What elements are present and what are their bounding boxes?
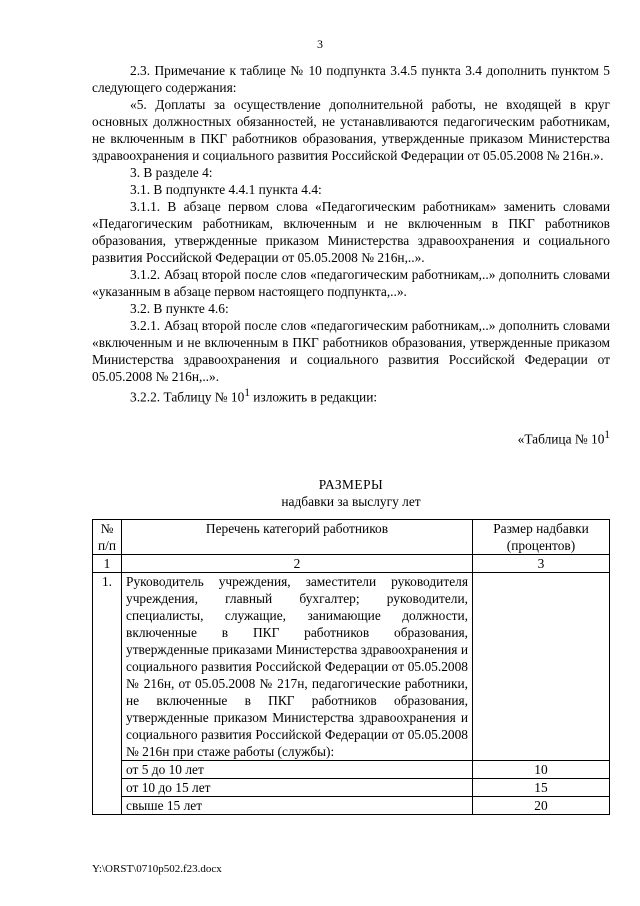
- experience-range-cell: свыше 15 лет: [122, 796, 473, 814]
- table-row: [93, 572, 610, 760]
- table-row: [93, 796, 610, 814]
- table-header-row: [93, 519, 610, 554]
- table-row: [93, 760, 610, 778]
- paragraph: 3.2. В пункте 4.6:: [130, 301, 229, 316]
- table-column-numbers-row: [93, 554, 610, 572]
- table-caption-subtitle: надбавки за выслугу лет: [281, 493, 421, 509]
- header-cell-categories: Перечень категорий работников: [122, 519, 473, 554]
- table-row: [93, 778, 610, 796]
- row-description-cell: Руководитель учреждения, заместители руководителя учреждения, главный бухгалтер; руководители, специалисты, служащие, занимающие должности, включенные в ПКГ работников образования, утвержденные приказами Министерства здравоохранения и социального развития Российской Федерации от 05.05.2008 № 216н, от 05.05.2008 № 217н, педагогические работники, не включенные в ПКГ работников образования, утвержденные приказом Министерства здравоохранения и социального развития Российской Федерации от 05.05.2008 № 216н при стаже работы (службы):: [122, 572, 473, 760]
- header-cell-size: Размер надбавки (процентов): [473, 519, 610, 554]
- table-caption-title: РАЗМЕРЫ: [318, 476, 384, 492]
- page-number: 3: [317, 37, 323, 51]
- paragraph: 2.3. Примечание к таблице № 10 подпункта 3.4.5 пункта 3.4 дополнить пунктом 5 следующего содержания:: [92, 63, 610, 95]
- paragraph: 3.1.1. В абзаце первом слова «Педагогическим работникам» заменить словами «Педагогическим работникам, включенным и не включенным в ПКГ работников образования, утвержденные приказом Министерства здравоохранения и социального развития Российской Федерации от 05.05.2008 № 216н,..».: [92, 199, 610, 265]
- allowance-value-cell: 15: [473, 778, 610, 796]
- paragraph: 3.1. В подпункте 4.4.1 пункта 4.4:: [130, 182, 322, 197]
- superscript: 1: [604, 429, 610, 442]
- column-number-cell: 2: [122, 554, 473, 572]
- row-number-cell: 1.: [93, 572, 122, 814]
- paragraph: 3.2.1. Абзац второй после слов «педагогическим работникам,..» дополнить словами «включенным и не включенным в ПКГ работников образования, утвержденные приказом Министерства здравоохранения и социального развития Российской Федерации от 05.05.2008 № 216н,..».: [92, 318, 610, 384]
- paragraph: 3.1.2. Абзац второй после слов «педагогическим работникам,..» дополнить словами «указанным в абзаце первом настоящего подпункта,..».: [92, 267, 610, 299]
- paragraph: «5. Доплаты за осуществление дополнительной работы, не входящей в круг основных должностных обязанностей, не устанавливаются педагогическим работникам, не включенным в ПКГ работников образования, утвержденные приказом Министерства здравоохранения и социального развития Российской Федерации от 05.05.2008 № 216н.».: [92, 97, 610, 163]
- row-value-cell: [473, 572, 610, 760]
- paragraph: [92, 385, 610, 405]
- header-cell-number: № п/п: [93, 519, 122, 554]
- allowance-value-cell: 10: [473, 760, 610, 778]
- paragraph-tail: изложить в редакции:: [249, 389, 378, 405]
- experience-range-cell: от 10 до 15 лет: [122, 778, 473, 796]
- table-reference: «Таблица № $10^1$: [517, 429, 610, 447]
- allowance-table: [92, 519, 610, 815]
- column-number-cell: 1: [93, 554, 122, 572]
- allowance-value-cell: 20: [473, 796, 610, 814]
- file-path-footer: Y:\ORST\0710p502.f23.docx: [92, 863, 222, 875]
- paragraph-text: 3.2.2. Таблицу № 10: [130, 389, 245, 405]
- column-number-cell: 3: [473, 554, 610, 572]
- paragraph: 3. В разделе 4:: [130, 165, 213, 180]
- superscript: 1: [244, 387, 250, 399]
- experience-range-cell: от 5 до 10 лет: [122, 760, 473, 778]
- document-body: [92, 62, 610, 815]
